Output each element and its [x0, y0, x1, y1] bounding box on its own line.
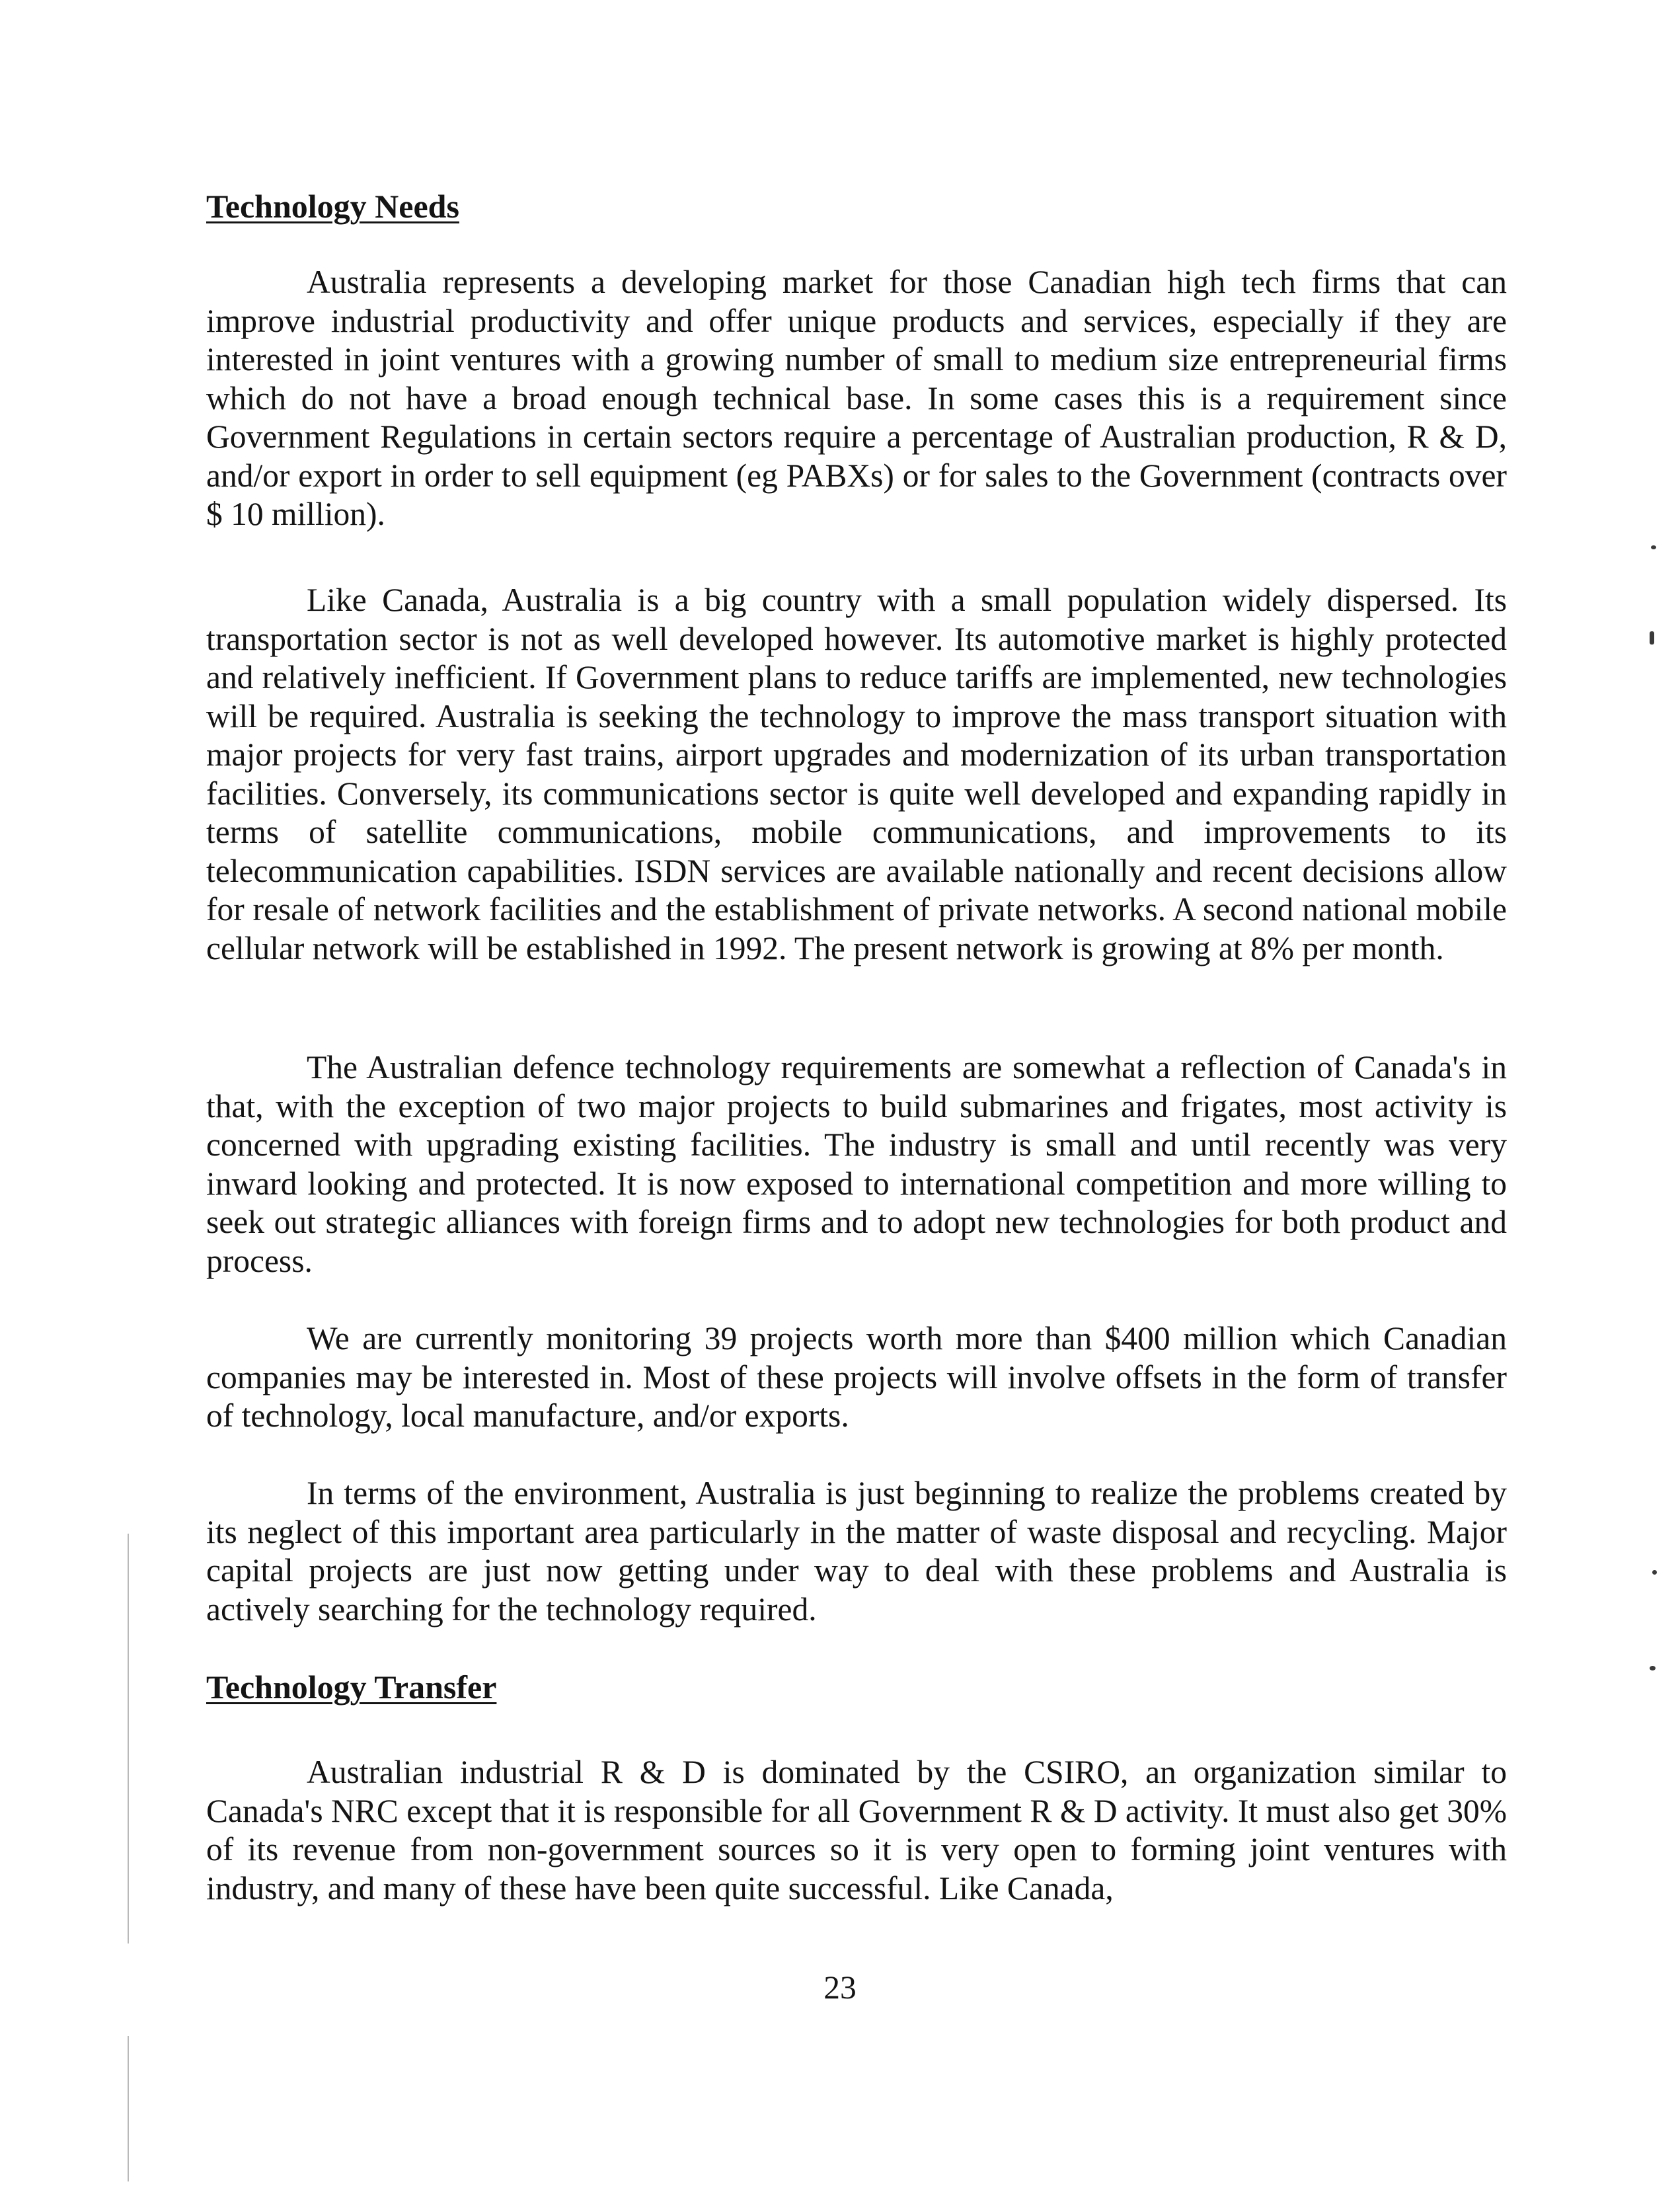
- scan-speck: [1650, 1666, 1656, 1670]
- scan-speck: [1652, 1570, 1657, 1575]
- page-number: 23: [823, 1969, 857, 2006]
- scan-speck: [1650, 631, 1654, 645]
- paragraph: The Australian defence technology requirements are somewhat a reflection of Canada's in that, with the exception of two major projects to build submarines and frigates, most activity is concerned with upgrading existing facilities. The industry is small and until recently was very inward looking and protected. It is now exposed to international competition and more willing to seek out strategic alliances with foreign firms and to adopt new technologies for both product and process.: [206, 1049, 1507, 1279]
- section-heading-technology-transfer: Technology Transfer: [206, 1668, 497, 1706]
- paragraph: We are currently monitoring 39 projects worth more than $400 million which Canadian companies may be interested in. Most of these projects will involve offsets in the form of transfer of technology, local manufacture, and/or exports.: [206, 1320, 1507, 1434]
- scan-margin-line: [128, 1534, 129, 1943]
- paragraph: Australia represents a developing market for those Canadian high tech firms that can improve industrial productivity and offer unique products and services, especially if they are interested in joint ventures with a growing number of small to medium size entrepreneurial firms which do not have a broad enough technical base. In some cases this is a requirement since Government Regulations in certain sectors require a percentage of Australian production, R & D, and/or export in order to sell equipment (eg PABXs) or for sales to the Government (contracts over $ 10 million).: [206, 264, 1507, 532]
- scan-margin-line: [128, 2036, 129, 2181]
- section-heading-technology-needs: Technology Needs: [206, 188, 459, 225]
- paragraph: Australian industrial R & D is dominated by the CSIRO, an organization similar to Canada's NRC except that it is responsible for all Government R & D activity. It must also get 30% of its revenue from non-government sources so it is very open to forming joint ventures with industry, and many of these have been quite successful. Like Canada,: [206, 1754, 1507, 1906]
- paragraph: Like Canada, Australia is a big country with a small population widely dispersed. Its transportation sector is not as well developed however. Its automotive market is highly protected and relatively inefficient. If Government plans to reduce tariffs are implemented, new technologies will be required. Australia is seeking the technology to improve the mass transport situation with major projects for very fast trains, airport upgrades and modernization of its urban transportation facilities. Conversely, its communications sector is quite well developed and expanding rapidly in terms of satellite communications, mobile communications, and improvements to its telecommunication capabilities. ISDN services are available nationally and recent decisions allow for resale of network facilities and the establishment of private networks. A second national mobile cellular network will be established in 1992. The present network is growing at 8% per month.: [206, 582, 1507, 966]
- paragraph: In terms of the environment, Australia is just beginning to realize the problems created by its neglect of this important area particularly in the matter of waste disposal and recycling. Major capital projects are just now getting under way to deal with these problems and Australia is actively searching for the technology required.: [206, 1475, 1507, 1628]
- scan-speck: [1651, 545, 1656, 549]
